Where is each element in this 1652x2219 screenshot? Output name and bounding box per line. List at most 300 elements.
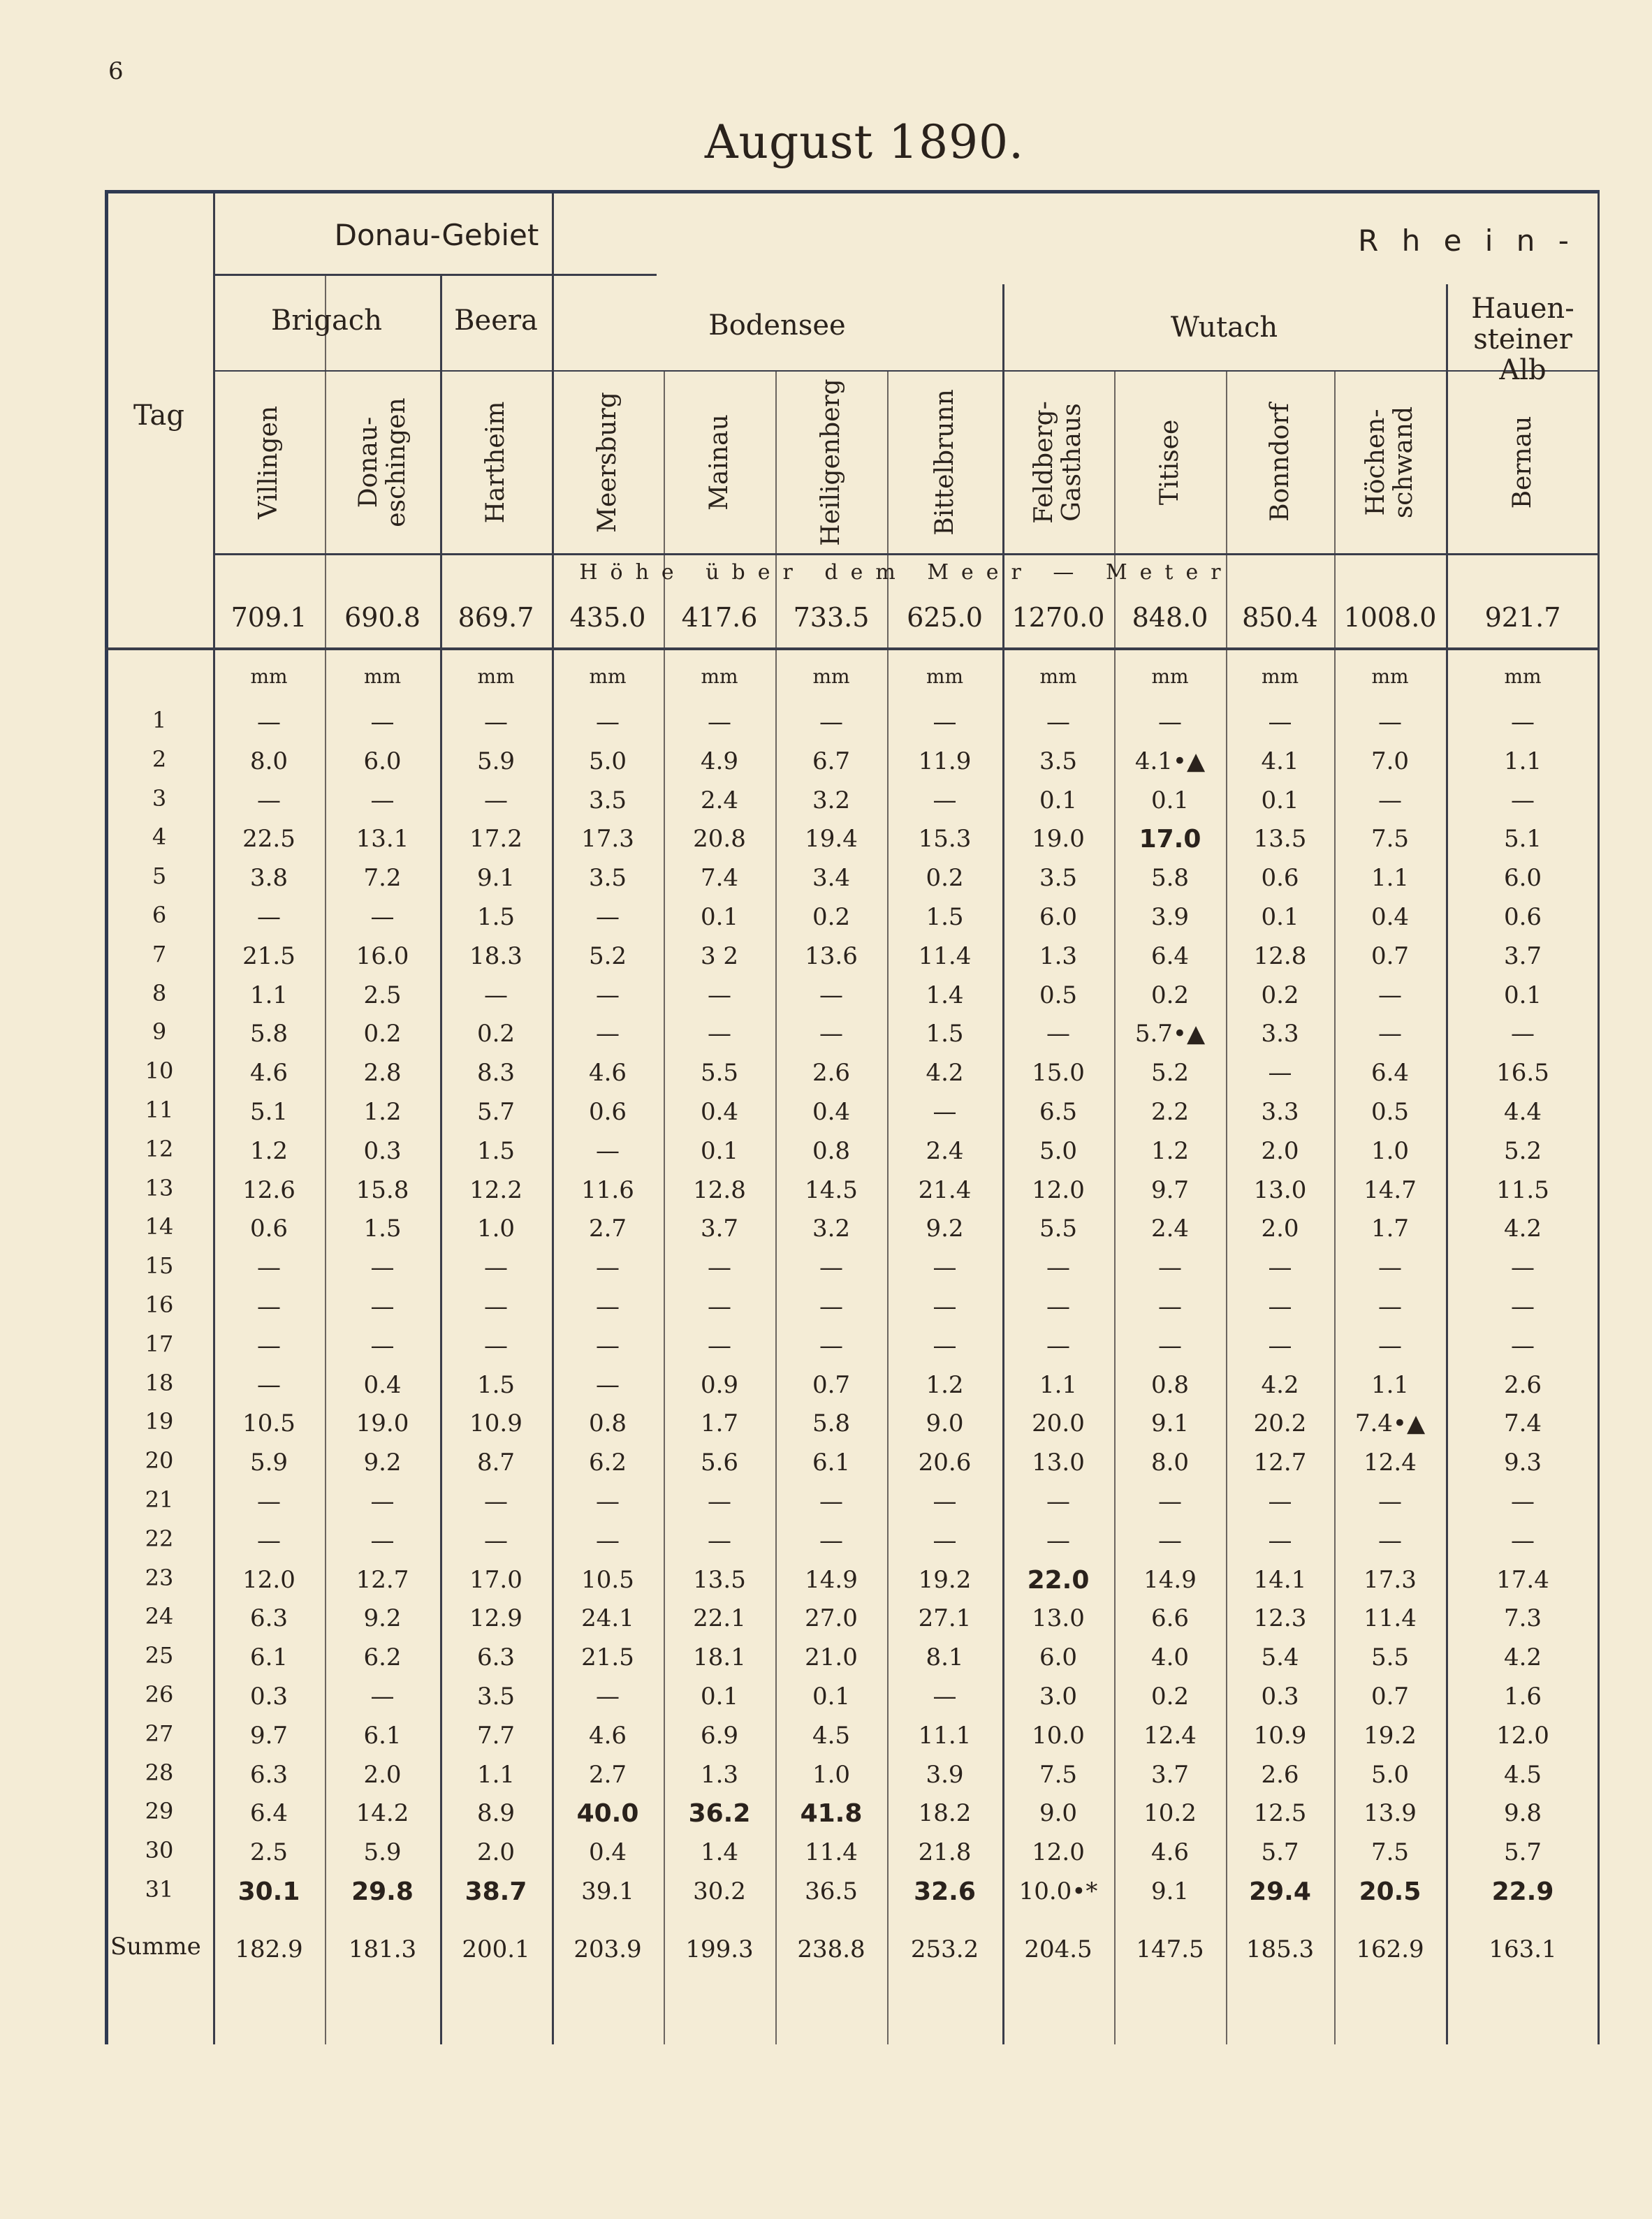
rainfall-value: 29.8	[351, 1877, 414, 1906]
rainfall-value: 22.1	[693, 1604, 746, 1633]
rainfall-value: 0.8	[1150, 1370, 1190, 1399]
station-name: Bonndorf	[1265, 403, 1294, 522]
day-number: 16	[145, 1291, 174, 1318]
rainfall-value: 1.1	[1370, 864, 1410, 893]
rainfall-value: 1.3	[1039, 942, 1078, 970]
rainfall-value: 6.2	[363, 1643, 402, 1672]
rainfall-value: 11.5	[1496, 1176, 1549, 1204]
rainfall-value: 5.8	[249, 1020, 288, 1048]
rainfall-value: 6.4	[249, 1799, 288, 1828]
summe-label: Summe	[110, 1932, 201, 1961]
rainfall-value: —	[708, 708, 731, 736]
rainfall-value: 20.5	[1359, 1877, 1421, 1906]
header-rule	[105, 647, 1600, 650]
rainfall-value: —	[257, 1331, 281, 1360]
station-elevation: 733.5	[793, 602, 870, 633]
rainfall-value: 40.0	[576, 1799, 639, 1829]
rainfall-value: 6.7	[812, 747, 851, 775]
rainfall-value: —	[819, 1293, 843, 1321]
rainfall-value: 6.0	[1503, 864, 1542, 893]
rainfall-value: 3.5	[1039, 747, 1078, 775]
rainfall-value: 17.3	[1364, 1565, 1417, 1594]
rainfall-value: 0.9	[700, 1370, 739, 1399]
station-name: Donau- eschingen	[353, 397, 411, 527]
day-number: 24	[145, 1603, 174, 1630]
day-number: 19	[145, 1408, 174, 1435]
brigach-header: Brigach	[271, 305, 382, 337]
rainfall-table	[105, 190, 1600, 2044]
rainfall-value: 5.6	[700, 1449, 739, 1477]
rainfall-value: 5.2	[588, 942, 627, 970]
station-name: Titisee	[1155, 419, 1184, 506]
rainfall-value: —	[1511, 708, 1535, 736]
rainfall-value: 5.9	[249, 1449, 288, 1477]
rainfall-value: —	[370, 1488, 395, 1516]
rainfall-value: 13.0	[1032, 1449, 1085, 1477]
rhein-header: R h e i n -	[1358, 224, 1576, 258]
rainfall-value: 2.8	[363, 1059, 402, 1087]
rainfall-value: 1.2	[926, 1370, 964, 1399]
rainfall-value: 17.3	[581, 825, 634, 854]
rainfall-value: 5.5	[700, 1059, 739, 1087]
rainfall-value: —	[1158, 708, 1182, 736]
rainfall-value: 4.6	[249, 1059, 288, 1087]
rainfall-value: 4.6	[588, 1059, 627, 1087]
rainfall-value: —	[1046, 708, 1070, 736]
rainfall-value: 0.4	[588, 1838, 627, 1867]
rainfall-value: 1.0	[476, 1215, 516, 1243]
rainfall-value: 10.5	[242, 1409, 295, 1438]
column-divider	[1598, 193, 1600, 2044]
rainfall-value: —	[708, 1526, 731, 1555]
rainfall-value: 5.2	[1503, 1136, 1542, 1165]
rainfall-value: —	[819, 1526, 843, 1555]
rainfall-value: 22.9	[1491, 1877, 1554, 1906]
rainfall-value: 1.5	[476, 1370, 516, 1399]
rainfall-value: 0.7	[1370, 942, 1410, 970]
rainfall-value: 4.4	[1503, 1098, 1542, 1126]
rainfall-value: —	[484, 1254, 508, 1282]
station-name: Bernau	[1508, 416, 1537, 509]
rainfall-value: 0.4	[700, 1098, 739, 1126]
rainfall-value: 11.4	[1364, 1604, 1417, 1633]
rainfall-value: —	[596, 708, 620, 736]
rainfall-value: 2.2	[1150, 1098, 1190, 1126]
rainfall-value: —	[1378, 786, 1402, 814]
rainfall-value: 9.7	[1150, 1176, 1190, 1204]
rainfall-value: 6.1	[363, 1721, 402, 1750]
rainfall-value: 14.5	[805, 1176, 858, 1204]
rainfall-value: —	[1158, 1254, 1182, 1282]
rainfall-value: —	[1378, 1488, 1402, 1516]
rainfall-value: 0.3	[249, 1683, 288, 1711]
rainfall-value: —	[596, 981, 620, 1009]
rainfall-value: 5.0	[1039, 1136, 1078, 1165]
rainfall-value: 13.0	[1253, 1176, 1307, 1204]
unit-label: mm	[363, 665, 402, 688]
rainfall-value: 1.2	[1150, 1136, 1190, 1165]
rainfall-value: 4.6	[1150, 1838, 1190, 1867]
rainfall-value: 9.8	[1503, 1799, 1542, 1828]
day-number: 26	[145, 1681, 174, 1708]
rainfall-value: 2.4	[1150, 1215, 1190, 1243]
wutach-header: Wutach	[1170, 312, 1278, 344]
rainfall-value: 2.0	[363, 1760, 402, 1789]
rainfall-value: —	[819, 1488, 843, 1516]
day-number: 6	[152, 902, 167, 928]
station-name: Bittelbrunn	[930, 389, 959, 536]
day-number: 22	[145, 1525, 174, 1552]
rainfall-value: —	[819, 981, 843, 1009]
rainfall-value: 0.4	[1370, 903, 1410, 931]
rainfall-value: 1.1	[1503, 747, 1542, 775]
rainfall-value: —	[1378, 981, 1402, 1009]
day-number: 25	[145, 1642, 174, 1669]
rainfall-value: —	[1511, 1331, 1535, 1360]
rainfall-value: —	[1268, 1331, 1292, 1360]
rainfall-value: —	[257, 903, 281, 931]
rainfall-value: 12.7	[1253, 1449, 1307, 1477]
rainfall-value: 5.9	[363, 1838, 402, 1867]
hauensteiner-alb-header: Hauen- steiner Alb	[1471, 293, 1574, 386]
rainfall-value: —	[596, 1526, 620, 1555]
page-title: August 1890.	[704, 115, 1025, 169]
rainfall-value: 21.5	[581, 1643, 634, 1672]
rainfall-value: —	[370, 1526, 395, 1555]
rainfall-value: 2.7	[588, 1215, 627, 1243]
rainfall-value: —	[1511, 786, 1535, 814]
header-rule	[213, 274, 657, 276]
rainfall-value: 0.1	[1261, 786, 1299, 814]
station-elevation: 435.0	[569, 602, 646, 633]
rainfall-value: 0.6	[249, 1215, 288, 1243]
rainfall-value: 12.0	[1032, 1838, 1085, 1867]
rainfall-value: 10.9	[1253, 1721, 1307, 1750]
rainfall-value: 0.2	[926, 864, 964, 893]
rainfall-value: 8.9	[476, 1799, 516, 1828]
rainfall-value: 0.1	[700, 903, 739, 931]
rainfall-value: —	[596, 1370, 620, 1399]
rainfall-value: 0.5	[1370, 1098, 1410, 1126]
rainfall-value: 1.6	[1503, 1683, 1542, 1711]
rainfall-value: 9.3	[1503, 1449, 1542, 1477]
unit-label: mm	[477, 665, 515, 688]
rainfall-value: 5.7	[1261, 1838, 1299, 1867]
station-elevation: 921.7	[1484, 602, 1561, 633]
rainfall-value: 3.3	[1261, 1098, 1299, 1126]
rainfall-value: —	[370, 1683, 395, 1711]
rainfall-value: 5.1	[249, 1098, 288, 1126]
rainfall-value: 32.6	[914, 1877, 976, 1906]
rainfall-value: 6.0	[1039, 903, 1078, 931]
rainfall-value: 2.5	[249, 1838, 288, 1867]
rainfall-value: 0.2	[1150, 1683, 1190, 1711]
rainfall-value: —	[370, 786, 395, 814]
rainfall-value: 17.0	[469, 1565, 522, 1594]
rainfall-value: 4.9	[700, 747, 739, 775]
rainfall-value: —	[370, 1293, 395, 1321]
rainfall-value: 2.0	[1261, 1136, 1299, 1165]
rainfall-value: —	[596, 1254, 620, 1282]
bodensee-header: Bodensee	[708, 309, 846, 342]
station-elevation: 869.7	[458, 602, 534, 633]
rainfall-value: 1.5	[476, 903, 516, 931]
rainfall-value: 3.9	[926, 1760, 964, 1789]
rainfall-value: 0.1	[700, 1136, 739, 1165]
rainfall-value: 1.5	[926, 903, 964, 931]
rainfall-value: 11.6	[581, 1176, 634, 1204]
summe-value: 182.9	[235, 1935, 303, 1963]
rainfall-value: —	[1511, 1526, 1535, 1555]
rainfall-value: 1.1	[249, 981, 288, 1009]
rainfall-value: 11.4	[918, 942, 972, 970]
rainfall-value: —	[596, 1136, 620, 1165]
rainfall-value: 9.0	[1039, 1799, 1078, 1828]
rainfall-value: —	[1511, 1020, 1535, 1048]
day-number: 2	[152, 745, 167, 772]
rainfall-value: 2.7	[588, 1760, 627, 1789]
rainfall-value: 4.2	[1503, 1215, 1542, 1243]
rainfall-value: 1.4	[926, 981, 964, 1009]
rainfall-value: 0.6	[1503, 903, 1542, 931]
rainfall-value: 0.8	[812, 1136, 851, 1165]
rainfall-value: —	[484, 1293, 508, 1321]
day-number: 1	[152, 707, 167, 733]
rainfall-value: —	[484, 708, 508, 736]
day-number: 8	[152, 979, 167, 1006]
rainfall-value: 3.9	[1150, 903, 1190, 931]
day-number: 17	[145, 1330, 174, 1357]
rainfall-value: 1.2	[363, 1098, 402, 1126]
rainfall-value: 20.6	[918, 1449, 972, 1477]
rainfall-value: 12.3	[1253, 1604, 1307, 1633]
day-number: 13	[145, 1174, 174, 1201]
station-elevation: 417.6	[681, 602, 758, 633]
day-number: 27	[145, 1720, 174, 1747]
header-rule	[213, 370, 1600, 372]
rainfall-value: 2.6	[1261, 1760, 1299, 1789]
rainfall-value: —	[1511, 1254, 1535, 1282]
rainfall-value: —	[1378, 1293, 1402, 1321]
rainfall-value: 1.7	[1370, 1215, 1410, 1243]
rainfall-value: 6.3	[476, 1643, 516, 1672]
station-name: Feldberg- Gasthaus	[1030, 401, 1086, 524]
column-divider	[1446, 284, 1448, 2044]
rainfall-value: 10.5	[581, 1565, 634, 1594]
rainfall-value: 0.4	[812, 1098, 851, 1126]
rainfall-value: —	[257, 1293, 281, 1321]
rainfall-value: 6.4	[1150, 942, 1190, 970]
rainfall-value: 0.7	[1370, 1683, 1410, 1711]
rainfall-value: 19.0	[1032, 825, 1085, 854]
rainfall-value: —	[933, 1526, 957, 1555]
rainfall-value: 7.3	[1503, 1604, 1542, 1633]
rainfall-value: 5.1	[1503, 825, 1542, 854]
rainfall-value: 6.3	[249, 1604, 288, 1633]
rainfall-value: 2.6	[812, 1059, 851, 1087]
rainfall-value: 21.4	[918, 1176, 972, 1204]
day-number: 18	[145, 1369, 174, 1396]
rainfall-value: 2.4	[926, 1136, 964, 1165]
unit-label: mm	[1151, 665, 1189, 688]
rainfall-value: 4.5	[1503, 1760, 1542, 1789]
day-number: 28	[145, 1759, 174, 1786]
rainfall-value: 22.0	[1027, 1565, 1090, 1595]
rainfall-value: 10.0	[1032, 1721, 1085, 1750]
rainfall-value: 2.0	[1261, 1215, 1299, 1243]
hoehe-label: Höhe über dem Meer — Meter	[579, 560, 1234, 585]
rainfall-value: 7.5	[1039, 1760, 1078, 1789]
rainfall-value: —	[1268, 1254, 1292, 1282]
rainfall-value: 21.8	[918, 1838, 972, 1867]
rainfall-value: 0.2	[1261, 981, 1299, 1009]
rainfall-value: 0.6	[588, 1098, 627, 1126]
day-number: 21	[145, 1486, 174, 1513]
rainfall-value: 1.3	[700, 1760, 739, 1789]
rainfall-value: —	[484, 1488, 508, 1516]
rainfall-value: 11.4	[805, 1838, 858, 1867]
rainfall-value: 5.8	[1150, 864, 1190, 893]
rainfall-value: 5.0	[588, 747, 627, 775]
rainfall-value: 10.0•*	[1018, 1877, 1098, 1905]
rainfall-value: —	[708, 1293, 731, 1321]
rainfall-value: 12.7	[356, 1565, 409, 1594]
rainfall-value: 4.1•▲	[1134, 747, 1206, 775]
header-rule	[213, 553, 1600, 555]
day-number: 5	[152, 863, 167, 890]
unit-label: mm	[1039, 665, 1077, 688]
rainfall-value: 15.0	[1032, 1059, 1085, 1087]
rainfall-value: 2.6	[1503, 1370, 1542, 1399]
rainfall-value: 8.0	[1150, 1449, 1190, 1477]
rainfall-value: 12.0	[1032, 1176, 1085, 1204]
rainfall-value: 3.7	[1150, 1760, 1190, 1789]
station-name: Meersburg	[593, 392, 622, 533]
rainfall-value: —	[819, 708, 843, 736]
day-number: 11	[145, 1097, 174, 1123]
rainfall-value: —	[708, 1331, 731, 1360]
rainfall-value: 12.4	[1364, 1449, 1417, 1477]
rainfall-value: 17.2	[469, 825, 522, 854]
rainfall-value: 17.0	[1139, 825, 1201, 854]
rainfall-value: 5.7	[476, 1098, 516, 1126]
rainfall-value: 9.7	[249, 1721, 288, 1750]
rainfall-value: 0.6	[1261, 864, 1299, 893]
unit-label: mm	[701, 665, 738, 688]
rainfall-value: 1.4	[700, 1838, 739, 1867]
day-number: 14	[145, 1213, 174, 1240]
rainfall-value: 6.2	[588, 1449, 627, 1477]
beera-header: Beera	[454, 305, 538, 337]
unit-label: mm	[1504, 665, 1542, 688]
rainfall-value: 9.2	[363, 1604, 402, 1633]
rainfall-value: 3.0	[1039, 1683, 1078, 1711]
summe-value: 200.1	[462, 1935, 530, 1963]
rainfall-value: 13.5	[1253, 825, 1307, 854]
rainfall-value: 7.2	[363, 864, 402, 893]
station-name: Hartheim	[481, 401, 510, 524]
rainfall-value: 1.2	[249, 1136, 288, 1165]
rainfall-value: 17.4	[1496, 1565, 1549, 1594]
rainfall-value: 2.4	[700, 786, 739, 814]
rainfall-value: —	[933, 1098, 957, 1126]
rainfall-value: —	[257, 1254, 281, 1282]
rainfall-value: —	[933, 786, 957, 814]
rainfall-value: 12.0	[242, 1565, 295, 1594]
rainfall-value: 5.5	[1039, 1215, 1078, 1243]
rainfall-value: 1.5	[926, 1020, 964, 1048]
rainfall-value: 11.9	[918, 747, 972, 775]
rainfall-value: 9.1	[476, 864, 516, 893]
unit-label: mm	[250, 665, 288, 688]
rainfall-value: 13.9	[1364, 1799, 1417, 1828]
rainfall-value: —	[257, 708, 281, 736]
page-number: 6	[108, 57, 124, 85]
unit-label: mm	[589, 665, 627, 688]
rainfall-value: 13.6	[805, 942, 858, 970]
rainfall-value: 0.4	[363, 1370, 402, 1399]
station-elevation: 850.4	[1242, 602, 1318, 633]
rainfall-value: 1.1	[1039, 1370, 1078, 1399]
rainfall-value: 36.2	[688, 1799, 751, 1829]
unit-label: mm	[1261, 665, 1299, 688]
rainfall-value: 5.4	[1261, 1643, 1299, 1672]
rainfall-value: 5.2	[1150, 1059, 1190, 1087]
rainfall-value: —	[1268, 1293, 1292, 1321]
tag-header: Tag	[133, 400, 185, 432]
rainfall-value: 13.0	[1032, 1604, 1085, 1633]
rainfall-value: 7.5	[1370, 1838, 1410, 1867]
station-name: Heiligenberg	[817, 379, 845, 546]
rainfall-value: 3.5	[476, 1683, 516, 1711]
donau-gebiet-header: Donau-Gebiet	[334, 218, 539, 252]
rainfall-value: 5.7•▲	[1134, 1020, 1206, 1048]
rainfall-value: 12.9	[469, 1604, 522, 1633]
day-number: 30	[145, 1837, 174, 1864]
rainfall-value: 12.5	[1253, 1799, 1307, 1828]
rainfall-value: —	[1378, 1020, 1402, 1048]
rainfall-value: 7.4	[1503, 1409, 1542, 1438]
rainfall-value: 3.5	[1039, 864, 1078, 893]
rainfall-value: 5.5	[1370, 1643, 1410, 1672]
summe-value: 147.5	[1136, 1935, 1204, 1963]
rainfall-value: 20.0	[1032, 1409, 1085, 1438]
rainfall-value: —	[933, 1293, 957, 1321]
rainfall-value: 14.9	[1143, 1565, 1197, 1594]
rainfall-value: —	[370, 1331, 395, 1360]
rainfall-value: —	[1378, 1254, 1402, 1282]
table-top-rule	[105, 190, 1600, 193]
rainfall-value: 0.7	[812, 1370, 851, 1399]
rainfall-value: —	[596, 1331, 620, 1360]
day-number: 31	[145, 1876, 174, 1903]
rainfall-value: 6.6	[1150, 1604, 1190, 1633]
station-name: Höchen- schwand	[1361, 406, 1418, 519]
rainfall-value: 8.7	[476, 1449, 516, 1477]
rainfall-value: 12.6	[242, 1176, 295, 1204]
rainfall-value: 3.2	[812, 1215, 851, 1243]
rainfall-value: 1.1	[476, 1760, 516, 1789]
rainfall-value: —	[1046, 1526, 1070, 1555]
rainfall-value: 39.1	[581, 1877, 634, 1905]
rainfall-value: 20.2	[1253, 1409, 1307, 1438]
rainfall-value: 0.3	[363, 1136, 402, 1165]
rainfall-value: 4.2	[1503, 1643, 1542, 1672]
rainfall-value: 4.2	[926, 1059, 964, 1087]
rainfall-value: 2.5	[363, 981, 402, 1009]
day-number: 7	[152, 940, 167, 967]
rainfall-value: 21.0	[805, 1643, 858, 1672]
